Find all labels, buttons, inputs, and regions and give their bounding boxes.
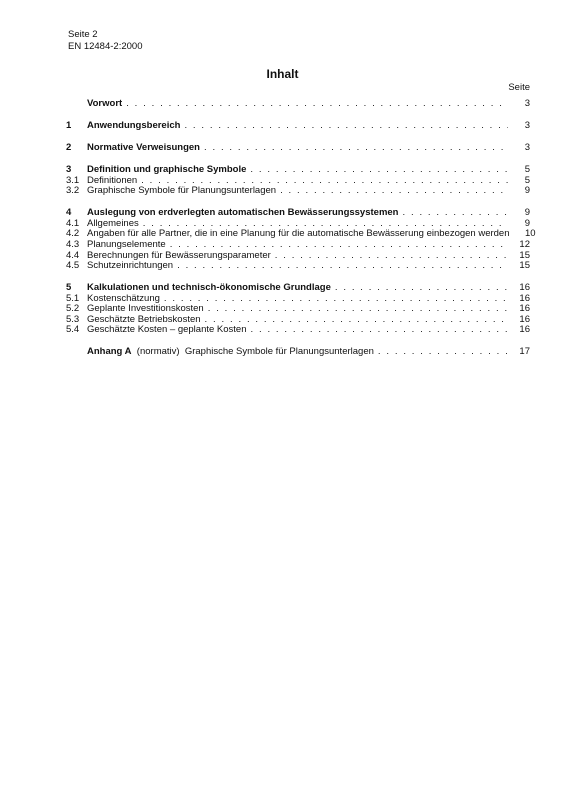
toc-entry-label: Allgemeines: [87, 217, 139, 229]
toc-entry[interactable]: [66, 325, 530, 336]
toc-entry-page: 3: [524, 98, 530, 109]
toc-entry-label: Schutzeinrichtungen: [87, 260, 174, 272]
dot-leader: [180, 121, 508, 132]
dot-leader: [173, 261, 508, 272]
toc-entry-number: 5.3: [66, 313, 80, 325]
toc-entry-label: Kostenschätzung: [87, 292, 160, 304]
toc-entry-page: 16: [519, 303, 530, 315]
dot-leader: [331, 283, 508, 294]
dot-leader: [160, 294, 508, 305]
toc-entry-number: 4.1: [66, 217, 80, 229]
document-id: EN 12484-2:2000: [68, 40, 143, 52]
toc-entry-label: Kalkulationen und technisch-ökonomische Grundlage: [87, 282, 331, 294]
toc-entry-page: 17: [519, 346, 530, 358]
toc-entry-label: Anwendungsbereich: [87, 119, 181, 131]
toc-entry-label: Geschätzte Betriebskosten: [87, 313, 201, 325]
dot-leader: [122, 99, 508, 110]
dot-leader: [398, 208, 508, 219]
toc-entry-number: 4.5: [66, 260, 80, 272]
toc-entry-page: 5: [524, 174, 530, 186]
toc-entry-number: 3: [66, 163, 72, 175]
toc-entry-page: 12: [519, 238, 530, 250]
toc-entry[interactable]: [66, 186, 530, 197]
toc-entry-label: Normative Verweisungen: [87, 141, 200, 153]
toc-entry-page: 9: [524, 207, 530, 219]
dot-leader: [271, 251, 508, 262]
toc-entry-number: 4: [66, 207, 72, 219]
page-header: [68, 29, 142, 52]
dot-leader: [200, 143, 508, 154]
toc-entry-number: 1: [66, 119, 72, 131]
toc-entry-page: 16: [519, 313, 530, 325]
toc-entry-label: Planungselemente: [87, 238, 166, 250]
page-column-label: Seite: [508, 82, 530, 93]
table-of-contents: [66, 98, 536, 358]
toc-entry-number: 4.4: [66, 249, 80, 261]
dot-leader: [374, 347, 508, 358]
toc-entry-page: 15: [519, 249, 530, 261]
toc-entry-page: 16: [519, 324, 530, 336]
dot-leader: [246, 165, 508, 176]
toc-entry-page: 3: [524, 141, 530, 153]
toc-entry-number: 5: [66, 282, 72, 294]
toc-entry[interactable]: [66, 121, 530, 132]
toc-entry-page: 15: [519, 260, 530, 272]
toc-entry[interactable]: [66, 261, 530, 272]
toc-entry-number: 4.3: [66, 238, 80, 250]
toc-entry-label: Anhang A (normativ) Graphische Symbole für Planungsunterlagen: [87, 346, 374, 358]
toc-entry-page: 10: [524, 228, 536, 240]
toc-entry-number: 2: [66, 141, 72, 153]
toc-entry[interactable]: [66, 99, 530, 110]
page-number: Seite 2: [68, 29, 98, 40]
toc-entry-label: Auslegung von erdverlegten automatischen Bewässerungssystemen: [87, 207, 399, 219]
toc-entry-label: Geplante Investitionskosten: [87, 303, 204, 315]
toc-entry-page: 16: [519, 292, 530, 304]
toc-entry-page: 9: [524, 185, 530, 197]
toc-entry-number: 4.2: [66, 228, 80, 240]
toc-entry-label: Geschätzte Kosten – geplante Kosten: [87, 324, 247, 336]
toc-entry-page: 5: [524, 163, 530, 175]
toc-entry-page: 3: [524, 119, 530, 131]
toc-entry-label: Definition und graphische Symbole: [87, 163, 247, 175]
toc-entry-number: 5.2: [66, 303, 80, 315]
toc-entry-number: 3.2: [66, 185, 80, 197]
toc-entry-label: Vorwort: [87, 98, 123, 109]
toc-entry-page: 16: [519, 282, 530, 294]
dot-leader: [247, 325, 509, 336]
dot-leader: [201, 315, 508, 326]
toc-entry-page: 9: [524, 217, 530, 229]
toc-entry-label-suffix: (normativ) Graphische Symbole für Planungsunterlagen: [131, 346, 374, 358]
toc-entry-label: Berechnungen für Bewässerungsparameter: [87, 249, 271, 261]
toc-entry[interactable]: [66, 347, 530, 358]
toc-title: Inhalt: [266, 67, 299, 81]
toc-entry-number: 5.4: [66, 324, 80, 336]
toc-entry-label: Definitionen: [87, 174, 138, 186]
toc-entry-number: 5.1: [66, 292, 80, 304]
dot-leader: [276, 186, 508, 197]
toc-entry-label: Angaben für alle Partner, die in eine Planung für die automatische Bewässerung einbezogen werden: [87, 228, 510, 240]
toc-entry-number: 3.1: [66, 174, 80, 186]
toc-entry-label: Graphische Symbole für Planungsunterlagen: [87, 185, 277, 197]
dot-leader: [204, 304, 508, 315]
toc-entry[interactable]: [66, 143, 530, 154]
